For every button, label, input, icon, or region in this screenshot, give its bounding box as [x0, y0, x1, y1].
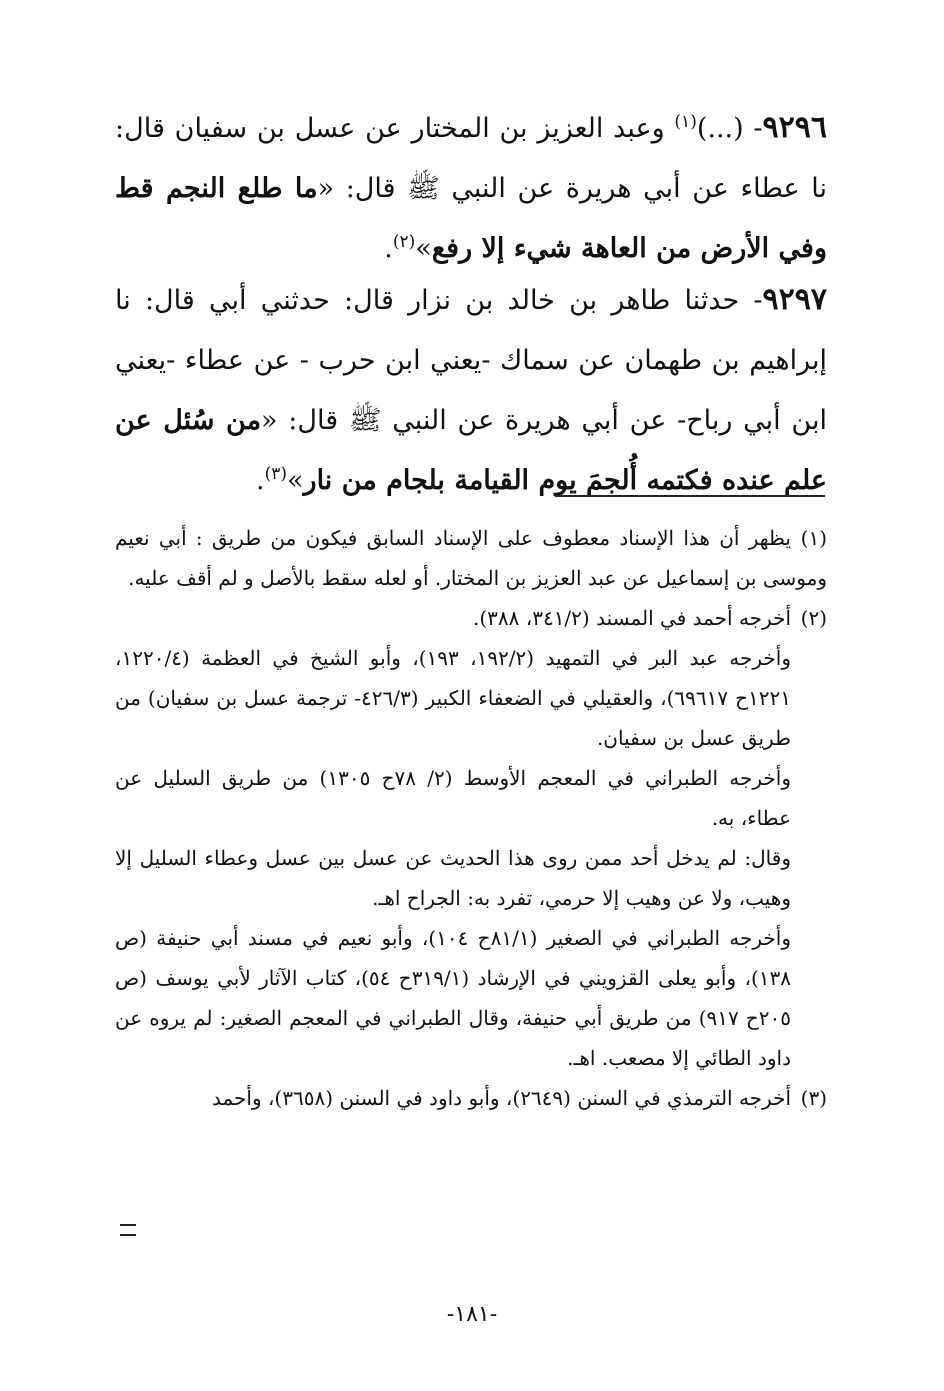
hadith-matn: ما طلع النجم قط وفي الأرض من العاهة شيء إلا رفع	[115, 173, 827, 264]
hadith-text: »	[287, 465, 304, 496]
hadith-9297	[115, 270, 827, 511]
footnote-text: أخرجه أحمد في المسند (٣٤١/٢، ٣٨٨).	[472, 606, 791, 630]
footnote-label: (٣)	[800, 1086, 827, 1110]
footnote-text: يظهر أن هذا الإسناد معطوف على الإسناد السابق فيكون من طريق : أبي نعيم وموسى بن إسماعيل عن عبد العزيز بن المختار. أو لعله سقط بالأصل و لم أقف عليه.	[115, 526, 827, 590]
hadith-end: .	[384, 233, 393, 264]
footnote-separator	[555, 495, 825, 497]
footnote-1	[115, 518, 827, 598]
footnote-paragraph: وأخرجه الطبراني في الصغير (٨١/١ح ١٠٤)، وأبو نعيم في مسند أبي حنيفة (ص ١٣٨)، وأبو يعلى القزويني في الإرشاد (٣١٩/١ح ٥٤)، كتاب الآثار لأبي يوسف (ص ٢٠٥ح ٩١٧) من طريق أبي حنيفة، وقال الطبراني في المعجم الصغير: لم يروه عن داود الطائي إلا مصعب. اهـ.	[115, 926, 791, 1070]
hadith-text: »	[415, 233, 432, 264]
page-number: -١٨١-	[446, 1302, 498, 1327]
hadith-text: - حدثنا طاهر بن خالد بن نزار قال: حدثني أبي قال: نا إبراهيم بن طهمان عن سماك -يعني ابن حرب - عن عطاء -يعني ابن أبي رباح- عن أبي هريرة عن النبي ﷺ قال: «	[115, 285, 827, 436]
footnotes	[115, 518, 827, 1118]
hadith-number: ٩٢٩٧	[762, 282, 827, 317]
continuation-mark	[120, 1224, 136, 1236]
footnote-paragraph: وأخرجه عبد البر في التمهيد (١٩٢/٢، ١٩٣)، وأبو الشيخ في العظمة (١٢٢٠/٤، ١٢٢١ح ٦٩٦١٧)، والعقيلي في الضعفاء الكبير (٤٢٦/٣- ترجمة عسل بن سفيان) من طريق عسل بن سفيان.	[115, 646, 791, 750]
hadith-text: وعبد العزيز بن المختار عن عسل بن سفيان قال: نا عطاء عن أبي هريرة عن النبي ﷺ قال: «	[115, 113, 828, 204]
hadith-end: .	[255, 465, 265, 496]
footnote-text: أخرجه الترمذي في السنن (٢٦٤٩)، وأبو داود في السنن (٣٦٥٨)، وأحمد	[211, 1086, 791, 1110]
footnote-ref: (١)	[674, 112, 697, 132]
footnote-paragraph: وقال: لم يدخل أحد ممن روى هذا الحديث عن عسل بين عسل وعطاء السليل إلا وهيب، ولا عن وهيب إلا حرمي، تفرد به: الجراح اهـ.	[115, 846, 791, 910]
hadith-number: ٩٢٩٦	[762, 110, 827, 145]
footnote-paragraph: وأخرجه الطبراني في المعجم الأوسط (٢/ ٧٨ح ١٣٠٥) من طريق السليل عن عطاء، به.	[115, 766, 791, 830]
footnote-label: (٢)	[800, 606, 827, 630]
footnote-label: (١)	[800, 526, 827, 550]
hadith-9296	[115, 98, 827, 279]
hadith-matn: من سُئل عن علم عنده فكتمه أُلجمَ يوم القيامة بلجام من نار	[115, 405, 827, 496]
hadith-text: - (...)	[696, 113, 763, 144]
footnote-ref: (٢)	[392, 232, 416, 252]
footnote-ref: (٣)	[264, 464, 287, 484]
footnote-3	[115, 1078, 827, 1118]
footnote-2	[115, 598, 827, 638]
